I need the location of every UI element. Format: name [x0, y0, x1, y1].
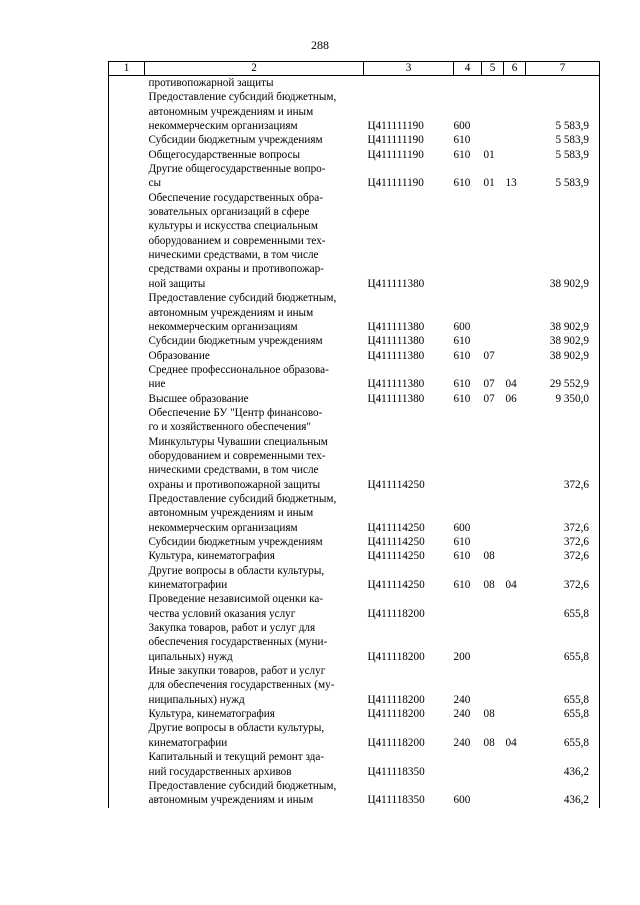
- target-code-cell: Ц411111380: [367, 335, 425, 348]
- item-name-line: зовательных организаций в сфере: [148, 206, 310, 219]
- item-name-cell: [145, 664, 364, 707]
- row-number-cell: [109, 363, 145, 392]
- row-number-cell: [109, 191, 145, 291]
- target-code-cell: Ц411118200: [367, 708, 425, 721]
- table-row: [109, 148, 600, 162]
- expense-type-cell: 600: [453, 521, 471, 534]
- amount-cell: 655,8: [526, 592, 600, 621]
- column-header-1: 1: [109, 62, 145, 76]
- target-code-cell: Ц411118200: [367, 650, 425, 663]
- section-cell: [482, 621, 504, 664]
- amount-cell: 372,6: [526, 535, 600, 549]
- amount-cell: 5 583,9: [526, 162, 600, 191]
- target-code-cell: [364, 76, 454, 91]
- row-number-cell: [109, 549, 145, 563]
- row-number-cell: [109, 349, 145, 363]
- section-cell: 08: [483, 579, 495, 592]
- table-row: [109, 549, 600, 563]
- item-name-line: Культура, кинематография: [148, 550, 275, 563]
- table-row: [109, 392, 600, 406]
- item-name-line: ний государственных архивов: [148, 765, 292, 778]
- target-code-cell: Ц411118200: [367, 736, 425, 749]
- item-name-line: Иные закупки товаров, работ и услуг: [148, 665, 326, 678]
- column-header-2: 2: [145, 62, 364, 76]
- section-cell: [482, 750, 504, 779]
- item-name-line: кинематографии: [148, 579, 228, 592]
- section-cell: [482, 779, 504, 808]
- target-code-cell: Ц411114250: [367, 521, 425, 534]
- expense-type-cell: 610: [453, 536, 471, 548]
- item-name-line: Субсидии бюджетным учреждениям: [148, 536, 323, 548]
- section-cell: 07: [483, 392, 495, 405]
- section-cell: 07: [483, 378, 495, 391]
- table-row: [109, 492, 600, 535]
- item-name-line: ническими средствами, в том числе: [148, 249, 319, 262]
- section-cell: 07: [483, 349, 495, 362]
- table-row: [109, 349, 600, 363]
- subsection-cell: [504, 349, 526, 363]
- amount-cell: 655,8: [526, 621, 600, 664]
- item-name-line: автономным учреждениям и иным: [148, 794, 314, 807]
- amount-cell: 372,6: [526, 406, 600, 492]
- table-row: [109, 291, 600, 334]
- expense-type-cell: 200: [453, 650, 471, 663]
- expense-type-cell: 610: [453, 392, 471, 405]
- table-row: [109, 592, 600, 621]
- row-number-cell: [109, 406, 145, 492]
- column-header-4: 4: [454, 62, 482, 76]
- item-name-cell: [145, 334, 364, 348]
- item-name-cell: [145, 133, 364, 147]
- row-number-cell: [109, 721, 145, 750]
- expense-type-cell: [454, 76, 482, 91]
- item-name-cell: [145, 492, 364, 535]
- section-cell: [482, 90, 504, 133]
- expense-type-cell: 610: [453, 134, 471, 147]
- item-name-line: Предоставление субсидий бюджетным,: [148, 91, 337, 104]
- column-header-7: 7: [526, 62, 600, 76]
- item-name-line: Высшее образование: [148, 392, 249, 405]
- item-name-line: автономным учреждениям и иным: [148, 507, 314, 520]
- item-name-line: оборудованием и современными тех-: [148, 449, 326, 462]
- row-number-cell: [109, 492, 145, 535]
- target-code-cell: Ц411111380: [367, 349, 425, 362]
- subsection-cell: [504, 406, 526, 492]
- subsection-cell: [504, 621, 526, 664]
- subsection-cell: [504, 592, 526, 621]
- budget-table: [108, 61, 600, 808]
- table-row: [109, 76, 600, 91]
- amount-cell: 38 902,9: [526, 334, 600, 348]
- item-name-line: обеспечения государственных (муни-: [148, 636, 328, 649]
- amount-cell: 372,6: [526, 492, 600, 535]
- item-name-cell: [145, 90, 364, 133]
- section-cell: [482, 334, 504, 348]
- table-body: [109, 76, 600, 808]
- expense-type-cell: [454, 750, 482, 779]
- amount-cell: 38 902,9: [526, 291, 600, 334]
- item-name-line: Субсидии бюджетным учреждениям: [148, 335, 323, 348]
- subsection-cell: [504, 779, 526, 808]
- expense-type-cell: 240: [453, 736, 471, 749]
- table-row: [109, 664, 600, 707]
- row-number-cell: [109, 162, 145, 191]
- amount-cell: 5 583,9: [526, 90, 600, 133]
- target-code-cell: Ц411111380: [367, 378, 425, 391]
- expense-type-cell: 610: [453, 349, 471, 362]
- amount-cell: 436,2: [526, 750, 600, 779]
- amount-cell: 372,6: [526, 564, 600, 593]
- table-row: [109, 406, 600, 492]
- section-cell: [482, 535, 504, 549]
- row-number-cell: [109, 779, 145, 808]
- expense-type-cell: 610: [453, 550, 471, 563]
- item-name-line: чества условий оказания услуг: [148, 607, 296, 620]
- item-name-line: сы: [148, 177, 161, 190]
- item-name-cell: [145, 363, 364, 392]
- item-name-line: Проведение независимой оценки ка-: [148, 593, 324, 606]
- target-code-cell: Ц411114250: [367, 579, 425, 592]
- expense-type-cell: 610: [453, 335, 471, 348]
- column-header-5: 5: [482, 62, 504, 76]
- item-name-cell: [145, 349, 364, 363]
- expense-type-cell: 610: [453, 378, 471, 391]
- item-name-cell: [145, 535, 364, 549]
- item-name-line: кинематографии: [148, 736, 228, 749]
- subsection-cell: [504, 191, 526, 291]
- amount-cell: 655,8: [526, 707, 600, 721]
- expense-type-cell: 610: [453, 177, 471, 190]
- item-name-line: Минкультуры Чувашии специальным: [148, 435, 328, 448]
- amount-cell: [526, 76, 600, 91]
- item-name-cell: [145, 191, 364, 291]
- item-name-line: Закупка товаров, работ и услуг для: [148, 622, 316, 635]
- section-cell: [482, 492, 504, 535]
- column-header-6: 6: [504, 62, 526, 76]
- item-name-line: Обеспечение государственных обра-: [148, 191, 323, 204]
- row-number-cell: [109, 707, 145, 721]
- item-name-line: Обеспечение БУ "Центр финансово-: [148, 406, 323, 419]
- row-number-cell: [109, 535, 145, 549]
- item-name-cell: [145, 564, 364, 593]
- row-number-cell: [109, 133, 145, 147]
- expense-type-cell: 600: [453, 120, 471, 133]
- subsection-cell: [504, 535, 526, 549]
- item-name-cell: [145, 162, 364, 191]
- page-number: 288: [311, 38, 329, 52]
- item-name-line: Образование: [148, 349, 210, 362]
- section-cell: [482, 133, 504, 147]
- amount-cell: 29 552,9: [526, 363, 600, 392]
- amount-cell: 372,6: [526, 549, 600, 563]
- item-name-cell: [145, 621, 364, 664]
- item-name-line: Общегосударственные вопросы: [148, 148, 301, 161]
- item-name-cell: [145, 750, 364, 779]
- expense-type-cell: 610: [453, 579, 471, 592]
- subsection-cell: [504, 707, 526, 721]
- subsection-cell: 04: [505, 378, 517, 391]
- table-row: [109, 721, 600, 750]
- item-name-line: Субсидии бюджетным учреждениям: [148, 134, 323, 147]
- target-code-cell: Ц411114250: [367, 550, 425, 563]
- table-row: [109, 90, 600, 133]
- item-name-cell: [145, 76, 364, 91]
- subsection-cell: [504, 133, 526, 147]
- item-name-line: ниципальных) нужд: [148, 693, 245, 706]
- item-name-line: автономным учреждениям и иным: [148, 105, 314, 118]
- row-number-cell: [109, 291, 145, 334]
- expense-type-cell: [454, 406, 482, 492]
- table-row: [109, 750, 600, 779]
- subsection-cell: [504, 291, 526, 334]
- amount-cell: 655,8: [526, 721, 600, 750]
- table-row: [109, 334, 600, 348]
- expense-type-cell: 240: [453, 708, 471, 721]
- item-name-line: Другие вопросы в области культуры,: [148, 564, 325, 577]
- row-number-cell: [109, 392, 145, 406]
- item-name-line: ническими средствами, в том числе: [148, 464, 319, 477]
- target-code-cell: Ц411111190: [367, 148, 424, 161]
- table-row: [109, 363, 600, 392]
- row-number-cell: [109, 664, 145, 707]
- row-number-cell: [109, 750, 145, 779]
- expense-type-cell: 600: [453, 320, 471, 333]
- item-name-cell: [145, 406, 364, 492]
- item-name-line: Предоставление субсидий бюджетным,: [148, 779, 337, 792]
- expense-type-cell: 600: [453, 794, 471, 807]
- subsection-cell: [504, 664, 526, 707]
- item-name-cell: [145, 707, 364, 721]
- table-row: [109, 162, 600, 191]
- subsection-cell: [504, 90, 526, 133]
- table-row: [109, 707, 600, 721]
- table-row: [109, 535, 600, 549]
- item-name-cell: [145, 779, 364, 808]
- item-name-line: охраны и противопожарной защиты: [148, 478, 321, 491]
- row-number-cell: [109, 564, 145, 593]
- section-cell: 01: [483, 148, 495, 161]
- table-row: [109, 621, 600, 664]
- item-name-line: Другие общегосударственные вопро-: [148, 163, 326, 176]
- item-name-line: некоммерческим организациям: [148, 120, 298, 133]
- target-code-cell: Ц411114250: [367, 478, 425, 491]
- item-name-line: некоммерческим организациям: [148, 320, 298, 333]
- target-code-cell: Ц411111380: [367, 320, 425, 333]
- section-cell: [482, 291, 504, 334]
- amount-cell: 38 902,9: [526, 349, 600, 363]
- target-code-cell: Ц411111190: [367, 120, 424, 133]
- section-cell: [482, 592, 504, 621]
- item-name-line: ципальных) нужд: [148, 650, 233, 663]
- subsection-cell: [504, 334, 526, 348]
- section-cell: 08: [483, 550, 495, 563]
- target-code-cell: Ц411111190: [367, 134, 424, 147]
- expense-type-cell: 240: [453, 693, 471, 706]
- row-number-cell: [109, 592, 145, 621]
- row-number-cell: [109, 148, 145, 162]
- amount-cell: 655,8: [526, 664, 600, 707]
- item-name-line: Другие вопросы в области культуры,: [148, 722, 325, 735]
- row-number-cell: [109, 621, 145, 664]
- item-name-line: для обеспечения государственных (му-: [148, 679, 335, 692]
- target-code-cell: Ц411118200: [367, 607, 425, 620]
- item-name-line: го и хозяйственного обеспечения": [148, 421, 311, 434]
- item-name-line: Капитальный и текущий ремонт зда-: [148, 751, 325, 764]
- item-name-cell: [145, 549, 364, 563]
- column-header-3: 3: [364, 62, 454, 76]
- target-code-cell: Ц411118350: [367, 794, 425, 807]
- section-cell: [482, 406, 504, 492]
- row-number-cell: [109, 90, 145, 133]
- section-cell: 08: [483, 708, 495, 721]
- item-name-cell: [145, 392, 364, 406]
- amount-cell: 38 902,9: [526, 191, 600, 291]
- table-header: [109, 62, 600, 76]
- subsection-cell: [504, 76, 526, 91]
- subsection-cell: 13: [505, 177, 517, 190]
- item-name-line: культуры и искусства специальным: [148, 220, 318, 233]
- section-cell: 01: [483, 177, 495, 190]
- item-name-line: ние: [148, 378, 166, 391]
- row-number-cell: [109, 76, 145, 91]
- target-code-cell: Ц411118200: [367, 693, 425, 706]
- item-name-cell: [145, 721, 364, 750]
- amount-cell: 9 350,0: [526, 392, 600, 406]
- item-name-cell: [145, 148, 364, 162]
- target-code-cell: Ц411111380: [367, 277, 425, 290]
- target-code-cell: Ц411114250: [367, 536, 425, 548]
- item-name-line: оборудованием и современными тех-: [148, 234, 326, 247]
- subsection-cell: [504, 148, 526, 162]
- item-name-line: некоммерческим организациям: [148, 521, 298, 534]
- subsection-cell: [504, 549, 526, 563]
- expense-type-cell: [454, 191, 482, 291]
- table-row: [109, 133, 600, 147]
- item-name-line: противопожарной защиты: [148, 77, 274, 89]
- table-row: [109, 564, 600, 593]
- target-code-cell: Ц411118350: [367, 765, 425, 778]
- amount-cell: 5 583,9: [526, 133, 600, 147]
- item-name-line: ной защиты: [148, 277, 206, 290]
- subsection-cell: [504, 492, 526, 535]
- item-name-line: автономным учреждениям и иным: [148, 306, 314, 319]
- table-row: [109, 779, 600, 808]
- section-cell: 08: [483, 736, 495, 749]
- target-code-cell: Ц411111380: [367, 392, 425, 405]
- section-cell: [482, 191, 504, 291]
- target-code-cell: Ц411111190: [367, 177, 424, 190]
- subsection-cell: [504, 750, 526, 779]
- item-name-cell: [145, 291, 364, 334]
- item-name-line: Среднее профессиональное образова-: [148, 363, 329, 376]
- expense-type-cell: [454, 592, 482, 621]
- amount-cell: 436,2: [526, 779, 600, 808]
- expense-type-cell: 610: [453, 148, 471, 161]
- section-cell: [482, 664, 504, 707]
- item-name-line: средствами охраны и противопожар-: [148, 263, 324, 276]
- row-number-cell: [109, 334, 145, 348]
- item-name-line: Предоставление субсидий бюджетным,: [148, 492, 337, 505]
- item-name-line: Предоставление субсидий бюджетным,: [148, 292, 337, 305]
- item-name-cell: [145, 592, 364, 621]
- subsection-cell: 04: [505, 579, 517, 592]
- item-name-line: Культура, кинематография: [148, 708, 275, 721]
- subsection-cell: 04: [505, 736, 517, 749]
- subsection-cell: 06: [505, 392, 517, 405]
- section-cell: [482, 76, 504, 91]
- table-row: [109, 191, 600, 291]
- amount-cell: 5 583,9: [526, 148, 600, 162]
